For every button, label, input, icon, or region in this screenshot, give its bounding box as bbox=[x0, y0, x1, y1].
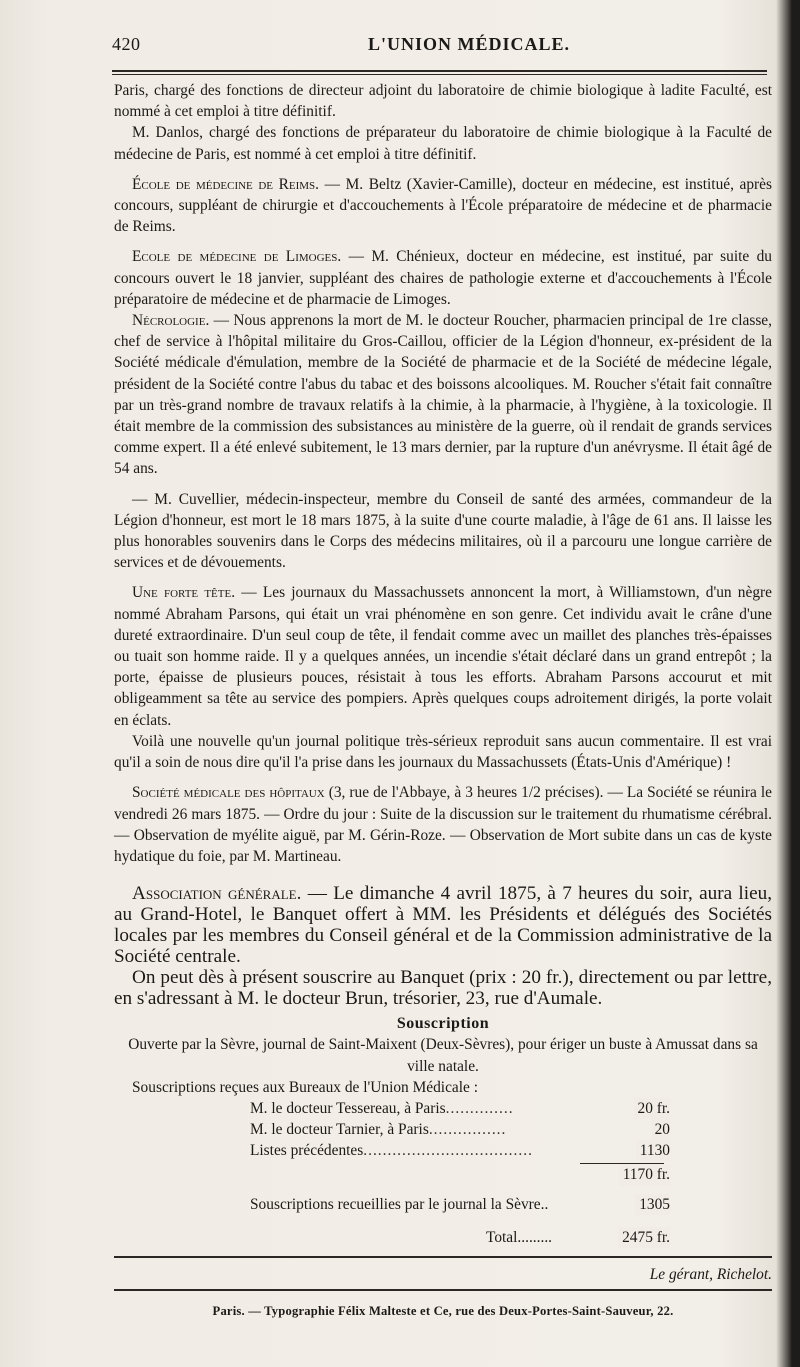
subscription-received: Souscriptions reçues aux Bureaux de l'Union Médicale : bbox=[132, 1078, 478, 1096]
total-label: Total......... bbox=[486, 1228, 553, 1246]
section-head-limoges: Ecole de médecine de Limoges. bbox=[132, 248, 342, 266]
imprint: Paris. — Typographie Félix Malteste et Ce, rue des Deux-Portes-Saint-Sauveur, 22. bbox=[212, 1304, 674, 1319]
header-rule-thin bbox=[112, 74, 767, 75]
row-dots: ................ bbox=[428, 1121, 507, 1139]
journal-row-amount: 1305 bbox=[635, 1194, 670, 1215]
page-header bbox=[112, 34, 772, 64]
text-limoges: — M. Chénieux, docteur en médecine, est institué, par suite du concours ouvert le 18 janvier, suppléant des chaires de pathologie externe et d'accouchements à l'École préparatoire de médecine et de pharmacie de Limoges. bbox=[114, 248, 772, 308]
imprint-rule bbox=[114, 1289, 772, 1291]
text-necrologie: — Nous apprenons la mort de M. le docteur Roucher, pharmacien principal de 1re classe, chef de service à l'hôpital militaire du Gros-Caillou, officier de la Légion d'honneur, ex-président de la Société médicale d'émulation, membre de la Société de pharmacie et de la Société de médecine légale, président de la Société contre l'abus du tabac et des boissons alcooliques. M. Roucher s'était fait connaître par un très-grand nombre de travaux relatifs à la chimie, à la pharmacie, à l'hygiène, à la toxicologie. Il était membre de la commission des subsistances au ministère de la guerre, où il rendait de grands services comme expert. Il a été enlevé subitement, le 13 mars dernier, par la rupture d'un anévrysme. Il était âgé de 54 ans. bbox=[114, 312, 772, 478]
subtotal-block bbox=[250, 1164, 670, 1248]
row-amount: 20 fr. bbox=[634, 1098, 671, 1119]
subtotal-row bbox=[250, 1164, 670, 1185]
page-number: 420 bbox=[112, 34, 141, 54]
paragraph-banquet: On peut dès à présent souscrire au Banquet (prix : 20 fr.), directement ou par lettre, en s'adressant à M. le docteur Brun, trésorier, 23, rue d'Aumale. bbox=[114, 967, 772, 1010]
total-amount: 2475 fr. bbox=[618, 1227, 670, 1248]
paragraph-societe-medicale bbox=[114, 782, 772, 867]
paragraph-reims bbox=[114, 174, 772, 238]
section-head-necrologie: Nécrologie. bbox=[132, 312, 210, 330]
paragraph-danlos: M. Danlos, chargé des fonctions de préparateur du laboratoire de chimie biologique à la Faculté de médecine de Paris, est nommé à cet emploi à titre définitif. bbox=[114, 124, 772, 163]
row-amount: 20 bbox=[651, 1119, 670, 1140]
section-head-association: Association générale. bbox=[132, 883, 302, 905]
subscription-title: Souscription bbox=[396, 1015, 490, 1033]
subscription-row bbox=[250, 1098, 670, 1119]
row-label: Listes précédentes bbox=[250, 1142, 364, 1160]
article-body bbox=[114, 80, 772, 1322]
section-head-societe: Société médicale des hôpitaux bbox=[132, 784, 325, 802]
row-dots: .............. bbox=[445, 1099, 514, 1117]
row-amount: 1130 bbox=[636, 1140, 670, 1161]
paragraph-voila: Voilà une nouvelle qu'un journal politique très-sérieux reproduit sans aucun commentaire. Il est vrai qu'il a soin de nous dire qu'il l'a prise dans les journaux du Massachussets (États-Unis d'Amérique) ! bbox=[114, 732, 772, 772]
paragraph-faculte: Paris, chargé des fonctions de directeur adjoint du laboratoire de chimie biologique à ladite Faculté, est nommé à cet emploi à titre définitif. bbox=[114, 82, 772, 121]
text-societe: (3, rue de l'Abbaye, à 3 heures 1/2 précises). — La Société se réunira le vendredi 26 mars 1875. — Ordre du jour : Suite de la discussion sur le traitement du rhumatisme cérébral. — Observation de myélite aiguë, par M. Gérin-Roze. — Observation de Mort subite dans un cas de kyste hydatique du foie, par M. Martineau. bbox=[114, 784, 772, 865]
row-label: M. le docteur Tessereau, à Paris bbox=[250, 1099, 446, 1117]
subscription-row bbox=[250, 1140, 670, 1161]
row-dots: ................................... bbox=[363, 1142, 533, 1160]
text-association: — Le dimanche 4 avril 1875, à 7 heures du soir, aura lieu, au Grand-Hotel, le Banquet offert à MM. les Présidents et délégués des Sociétés locales par les membres du Conseil général et de la Commission administrative de la Société centrale. bbox=[114, 883, 772, 968]
paragraph-limoges bbox=[114, 246, 772, 310]
journal-title: L'UNION MÉDICALE. bbox=[368, 34, 571, 54]
subscription-row bbox=[250, 1119, 670, 1140]
paragraph-forte-tete bbox=[114, 582, 772, 730]
header-rule bbox=[112, 70, 767, 72]
section-head-forte-tete: Une forte tête. bbox=[132, 584, 236, 602]
closing-rule bbox=[114, 1256, 772, 1258]
section-head-reims: École de médecine de Reims. bbox=[132, 175, 320, 193]
journal-row-label: Souscriptions recueillies par le journal la Sèvre.. bbox=[250, 1195, 549, 1213]
text-reims: — M. Beltz (Xavier-Camille), docteur en médecine, est institué, après concours, suppléant de chirurgie et d'accouchements à l'École préparatoire de médecine et de pharmacie de Reims. bbox=[114, 175, 772, 236]
journal-row bbox=[250, 1194, 670, 1215]
subtotal-amount: 1170 fr. bbox=[619, 1164, 670, 1185]
row-label: M. le docteur Tarnier, à Paris bbox=[250, 1121, 429, 1139]
signature: Le gérant, Richelot. bbox=[649, 1266, 772, 1284]
text-forte-tete: — Les journaux du Massachussets annoncent la mort, à Williamstown, d'un nègre nommé Abraham Parsons, qui était un vrai phénomène en son genre. Cet individu avait le crâne d'une dureté extraordinaire. D'un seul coup de tête, il fendait comme avec un maillet des planches très-épaisses ou tuait son homme raide. Il y a quelques années, un incendie s'était déclaré dans un grand entrepôt ; la porte, épaisse de plusieurs pouces, résistait à tous les efforts. Abraham Parsons accourut et mit obligeamment sa tête au service des pompiers. Après quelques coups adroitement dirigés, la porte volait en éclats. bbox=[114, 584, 772, 729]
paragraph-association bbox=[114, 883, 772, 967]
total-row bbox=[250, 1227, 670, 1248]
subscription-intro: Ouverte par la Sèvre, journal de Saint-Maixent (Deux-Sèvres), pour ériger un buste à Amussat dans sa ville natale. bbox=[128, 1036, 758, 1075]
paragraph-cuvellier: — M. Cuvellier, médecin-inspecteur, membre du Conseil de santé des armées, commandeur de la Légion d'honneur, est mort le 18 mars 1875, à la suite d'une courte maladie, à l'âge de 61 ans. Il laisse les plus honorables souvenirs dans le Corps des médecins militaires, où il a parcouru une longue carrière de services et de dévouements. bbox=[114, 490, 772, 572]
paragraph-necrologie bbox=[114, 310, 772, 480]
subscription-list bbox=[250, 1098, 670, 1162]
